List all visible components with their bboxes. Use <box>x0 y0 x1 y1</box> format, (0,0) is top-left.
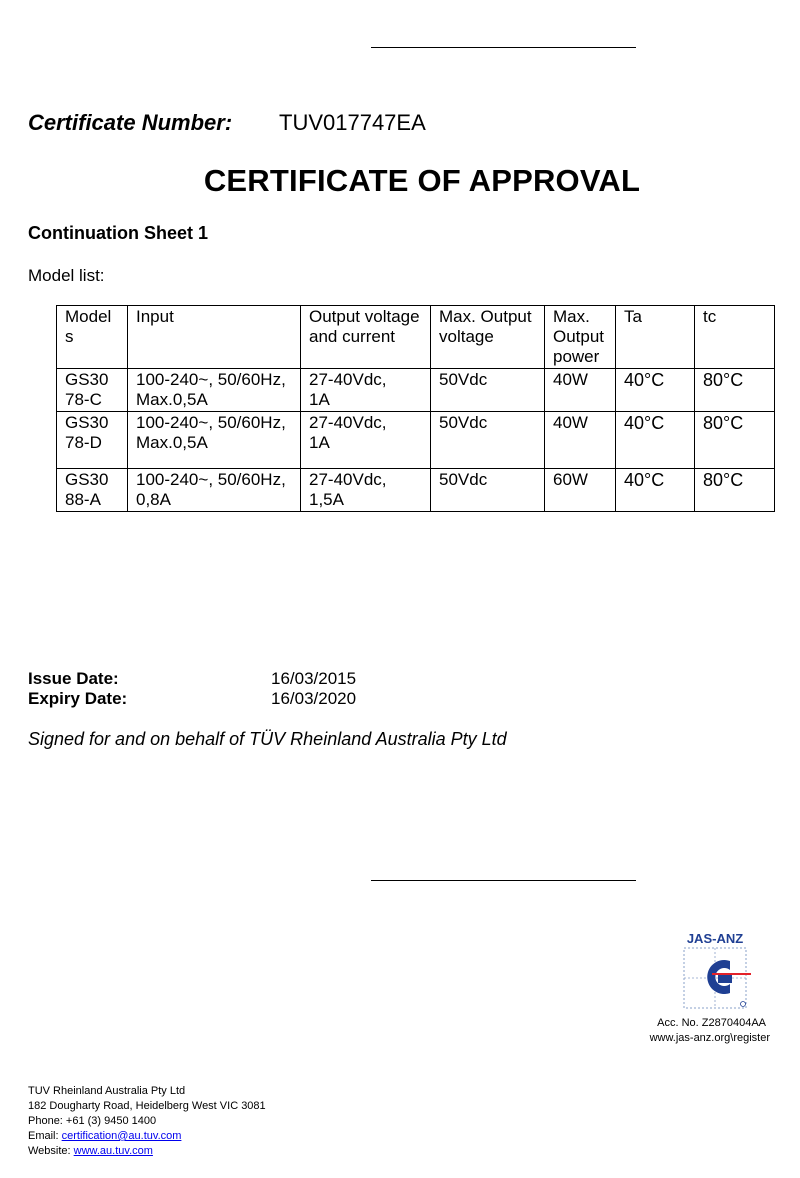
header-max-output-voltage: Max. Output voltage <box>431 306 545 369</box>
model-list-label: Model list: <box>28 266 105 285</box>
cell-ta: 40°C <box>616 412 695 469</box>
certificate-number-label: Certificate Number: <box>28 110 233 135</box>
cell-tc: 80°C <box>695 469 775 512</box>
header-model: Model s <box>57 306 128 369</box>
footer-phone: Phone: +61 (3) 9450 1400 <box>28 1115 157 1127</box>
expiry-date-value: 16/03/2020 <box>271 689 357 708</box>
email-link[interactable]: certification@au.tuv.com <box>61 1130 182 1142</box>
top-signature-line <box>371 47 636 48</box>
cell-max-voltage: 50Vdc <box>431 412 545 469</box>
certificate-number-value: TUV017747EA <box>279 110 426 135</box>
cell-model: GS30 78-C <box>57 369 128 412</box>
footer-website-label: Website: <box>28 1145 74 1157</box>
cell-input: 100-240~, 50/60Hz, Max.0,5A <box>128 412 301 469</box>
cell-max-power: 40W <box>545 369 616 412</box>
table-row <box>57 412 775 469</box>
issue-date-label: Issue Date: <box>28 669 119 688</box>
cell-ta: 40°C <box>616 469 695 512</box>
cell-max-power: 40W <box>545 412 616 469</box>
header-output: Output voltage and current <box>301 306 431 369</box>
cell-max-voltage: 50Vdc <box>431 369 545 412</box>
footer-email-row <box>28 1129 266 1144</box>
accreditation-number: Acc. No. Z2870404AA <box>657 1017 766 1029</box>
jas-anz-logo <box>680 930 751 1010</box>
model-table <box>56 305 775 512</box>
footer-website-row <box>28 1144 266 1159</box>
cell-input: 100-240~, 50/60Hz, Max.0,5A <box>128 369 301 412</box>
header-tc: tc <box>695 306 775 369</box>
continuation-sheet-label: Continuation Sheet 1 <box>28 223 208 243</box>
cell-model: GS30 88-A <box>57 469 128 512</box>
cell-output: 27-40Vdc, 1A <box>301 369 431 412</box>
footer-address: 182 Dougharty Road, Heidelberg West VIC 3081 <box>28 1100 266 1112</box>
signed-statement: Signed for and on behalf of TÜV Rheinland Australia Pty Ltd <box>28 729 507 749</box>
page-title: CERTIFICATE OF APPROVAL <box>203 163 641 198</box>
cell-input: 100-240~, 50/60Hz, 0,8A <box>128 469 301 512</box>
footer-email-label: Email: <box>28 1130 62 1142</box>
cell-ta: 40°C <box>616 369 695 412</box>
header-max-output-power: Max. Output power <box>545 306 616 369</box>
jas-anz-logo-icon <box>680 930 751 1010</box>
table-row <box>57 369 775 412</box>
cell-model: GS30 78-D <box>57 412 128 469</box>
header-ta: Ta <box>616 306 695 369</box>
cell-tc: 80°C <box>695 412 775 469</box>
cell-output: 27-40Vdc, 1A <box>301 412 431 469</box>
cell-max-power: 60W <box>545 469 616 512</box>
cell-tc: 80°C <box>695 369 775 412</box>
footer-company: TUV Rheinland Australia Pty Ltd <box>28 1085 186 1097</box>
cell-max-voltage: 50Vdc <box>431 469 545 512</box>
issue-date-value: 16/03/2015 <box>271 669 357 688</box>
footer <box>28 1084 266 1159</box>
jas-anz-logo-text: JAS-ANZ <box>686 931 744 946</box>
accreditation-register: www.jas-anz.org\register <box>649 1032 770 1044</box>
table-header-row <box>57 306 775 369</box>
website-link[interactable]: www.au.tuv.com <box>73 1145 153 1157</box>
bottom-signature-line <box>371 880 636 881</box>
expiry-date-label: Expiry Date: <box>28 689 128 708</box>
table-row <box>57 469 775 512</box>
cell-output: 27-40Vdc, 1,5A <box>301 469 431 512</box>
header-input: Input <box>128 306 301 369</box>
